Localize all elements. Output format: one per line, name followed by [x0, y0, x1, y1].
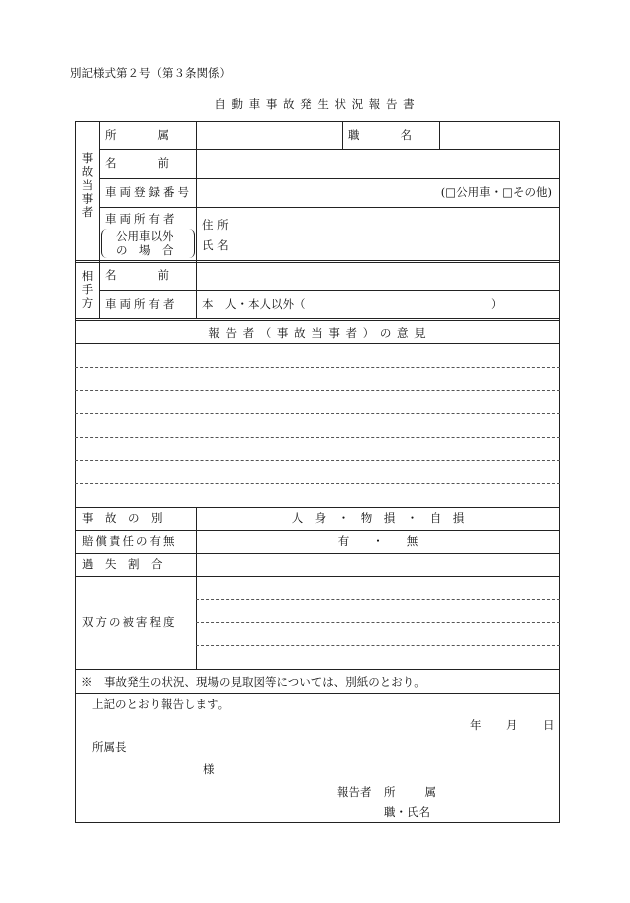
- year-label: 年: [470, 718, 482, 732]
- row-line: [75, 576, 560, 577]
- report-statement: 上記のとおり報告します。: [92, 697, 230, 711]
- position-label: 職 名: [348, 128, 418, 142]
- affiliation-field[interactable]: [200, 123, 340, 147]
- owner-name-field[interactable]: [240, 236, 556, 256]
- owner-note-line2: の 場 合: [116, 243, 174, 257]
- name-label: 名 前: [105, 156, 175, 170]
- vehicle-reg-label: 車両登録番号: [105, 185, 192, 199]
- name-field[interactable]: [200, 152, 556, 176]
- accident-type-label: 事 故 の 別: [82, 511, 163, 525]
- reporter-affiliation-label: 所 属: [384, 785, 438, 799]
- honorific-label: 様: [203, 762, 215, 776]
- position-divider: [439, 121, 440, 149]
- liability-label: 賠償責任の有無: [82, 534, 177, 548]
- vehicle-reg-field[interactable]: [200, 181, 420, 205]
- other-owner-close: ）: [491, 297, 503, 311]
- writing-line: [75, 483, 560, 484]
- other-row-line: [99, 290, 560, 291]
- row-line: [75, 530, 560, 531]
- owner-label: 車両所有者: [105, 212, 178, 226]
- reporter-position-name-label: 職・氏名: [384, 805, 430, 819]
- opinion-field[interactable]: [76, 345, 559, 505]
- row-line: [75, 507, 560, 508]
- writing-line: [75, 367, 560, 368]
- position-field[interactable]: [443, 123, 557, 147]
- owner-name-label: 氏 名: [202, 238, 229, 252]
- fault-ratio-field[interactable]: [200, 555, 556, 574]
- row-line: [75, 669, 560, 670]
- writing-line: [75, 413, 560, 414]
- address-field[interactable]: [240, 214, 556, 234]
- attachment-note: ※ 事故発生の状況、現場の見取図等については、別紙のとおり。: [81, 675, 426, 689]
- writing-line: [196, 599, 560, 600]
- row-line: [75, 553, 560, 554]
- reporter-label: 報告者: [337, 785, 372, 799]
- writing-line: [75, 460, 560, 461]
- address-label: 住 所: [202, 218, 229, 232]
- other-owner-label: 車両所有者: [105, 297, 178, 311]
- month-label: 月: [506, 718, 518, 732]
- section-divider: [75, 318, 560, 321]
- affiliation-label: 所 属: [105, 128, 175, 142]
- other-label-divider: [196, 263, 197, 319]
- writing-line: [196, 622, 560, 623]
- damage-extent-label: 双方の被害程度: [82, 615, 177, 629]
- day-label: 日: [543, 718, 555, 732]
- accident-type-options[interactable]: 人 身 ・ 物 損 ・ 自 損: [291, 511, 465, 525]
- writing-line: [75, 390, 560, 391]
- form-number: 別記様式第２号（第３条関係）: [70, 66, 231, 80]
- affiliation-divider: [342, 121, 343, 149]
- other-name-label: 名 前: [105, 268, 175, 282]
- other-column-divider: [99, 263, 100, 319]
- party-row-line: [99, 149, 560, 150]
- page-title: 自 動 車 事 故 発 生 状 況 報 告 書: [214, 97, 416, 111]
- row-line: [75, 693, 560, 694]
- party-row-line: [99, 178, 560, 179]
- opinion-header-line: [75, 343, 560, 344]
- writing-line: [196, 645, 560, 646]
- recipient-label: 所属長: [92, 740, 127, 754]
- opinion-header: 報 告 者 （ 事 故 当 事 者 ） の 意 見: [208, 326, 427, 340]
- vehicle-type-options[interactable]: (□公用車・□その他): [440, 185, 552, 199]
- party-row-line: [99, 207, 560, 208]
- section-divider: [75, 260, 560, 263]
- fault-ratio-label: 過 失 割 合: [82, 557, 163, 571]
- other-owner-value[interactable]: 本 人・本人以外（: [202, 297, 306, 311]
- other-name-field[interactable]: [200, 265, 556, 288]
- party-side-label: 事故当事者: [80, 152, 95, 220]
- owner-note-line1: 公用車以外: [116, 229, 174, 243]
- writing-line: [75, 437, 560, 438]
- other-side-label: 相手方: [80, 270, 95, 311]
- liability-options[interactable]: 有 ・ 無: [337, 534, 419, 548]
